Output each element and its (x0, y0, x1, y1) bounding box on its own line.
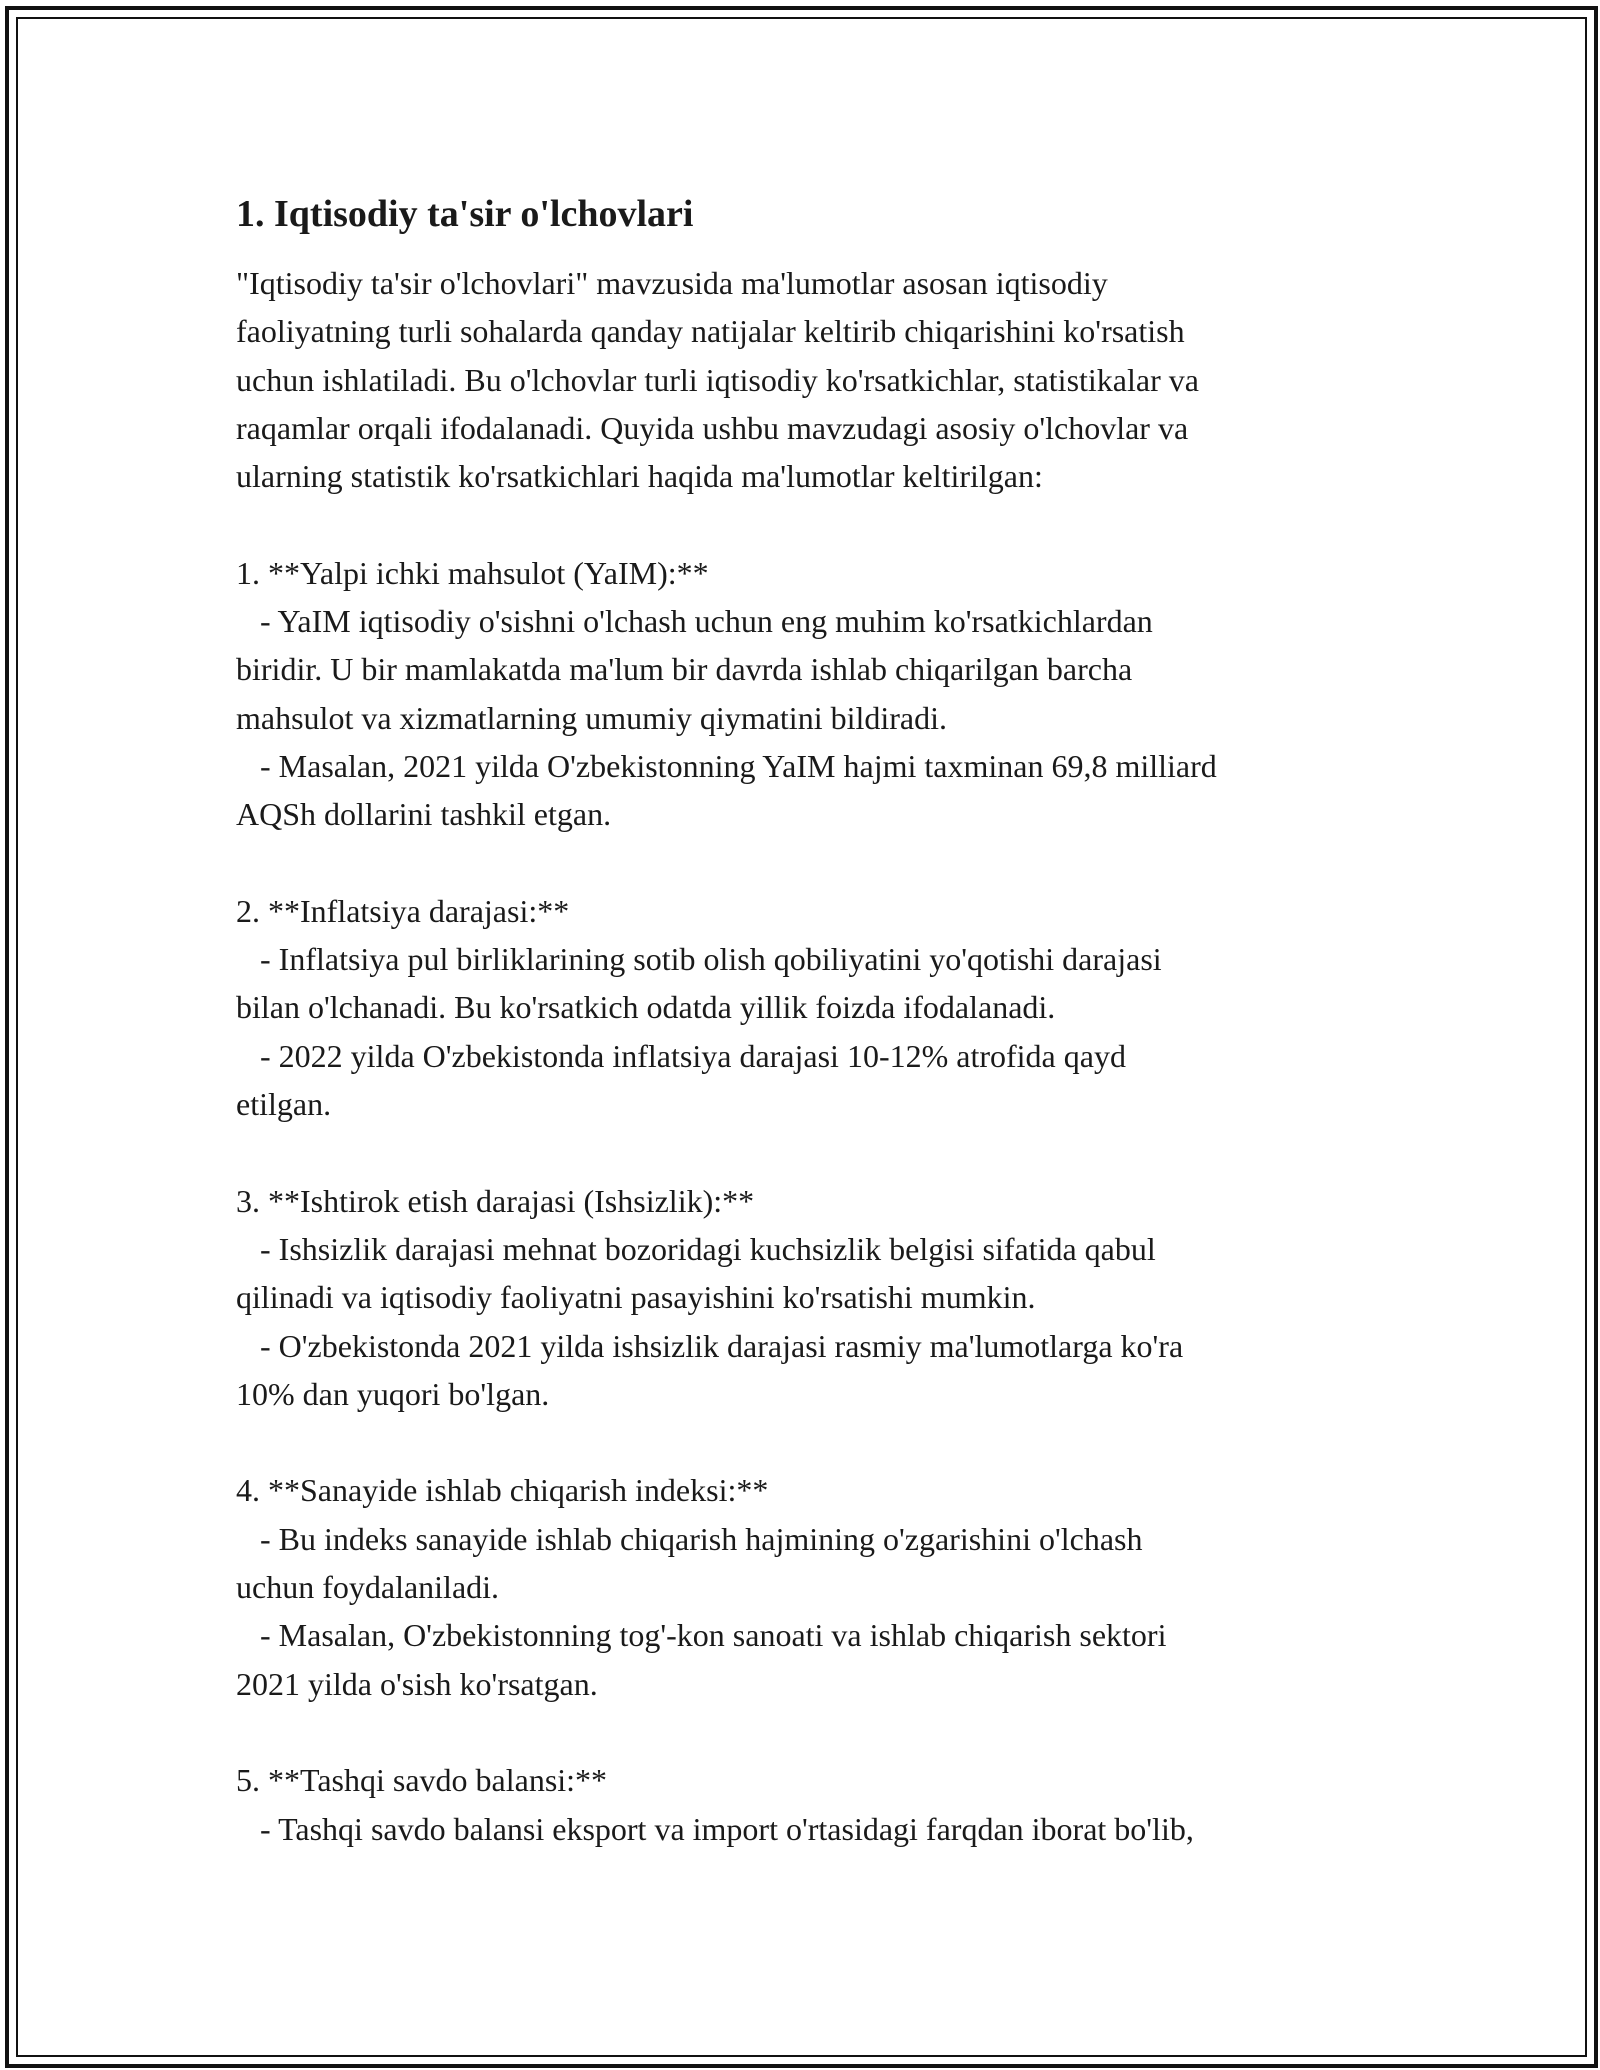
text-line: etilgan. (236, 1086, 332, 1123)
text-line: - YaIM iqtisodiy o'sishni o'lchash uchun eng muhim ko'rsatkichlardan (236, 603, 1153, 640)
text-line: uchun ishlatiladi. Bu o'lchovlar turli iqtisodiy ko'rsatkichlar, statistikalar va (236, 361, 1199, 398)
text-line: - Ishsizlik darajasi mehnat bozoridagi kuchsizlik belgisi sifatida qabul (236, 1230, 1156, 1267)
text-line: - Tashqi savdo balansi eksport va import o'rtasidagi farqdan iborat bo'lib, (236, 1810, 1194, 1847)
document-body (236, 188, 1406, 1853)
text-line: bilan o'lchanadi. Bu ko'rsatkich odatda yillik foizda ifodalanadi. (236, 989, 1056, 1026)
text-line: ularning statistik ko'rsatkichlari haqida ma'lumotlar keltirilgan: (236, 458, 1043, 495)
text-line: 3. **Ishtirok etish darajasi (Ishsizlik):** (236, 1182, 755, 1219)
text-line: 10% dan yuqori bo'lgan. (236, 1375, 550, 1412)
text-line: biridir. U bir mamlakatda ma'lum bir davrda ishlab chiqarilgan barcha (236, 651, 1133, 688)
blank-line (236, 1128, 1406, 1176)
text-line: - Inflatsiya pul birliklarining sotib olish qobiliyatini yo'qotishi darajasi (236, 941, 1162, 978)
text-line: - Masalan, 2021 yilda O'zbekistonning YaIM hajmi taxminan 69,8 milliard (236, 747, 1217, 784)
blank-line (236, 500, 1406, 548)
text-line: 4. **Sanayide ishlab chiqarish indeksi:** (236, 1472, 769, 1509)
text-line: qilinadi va iqtisodiy faoliyatni pasayishini ko'rsatishi mumkin. (236, 1279, 1036, 1316)
text-line: faoliyatning turli sohalarda qanday natijalar keltirib chiqarishini ko'rsatish (236, 313, 1185, 350)
text-line: 1. **Yalpi ichki mahsulot (YaIM):** (236, 554, 709, 591)
blank-line (236, 1418, 1406, 1466)
document-text (236, 259, 1406, 1853)
text-line: - O'zbekistonda 2021 yilda ishsizlik darajasi rasmiy ma'lumotlarga ko'ra (236, 1327, 1184, 1364)
text-line: 2021 yilda o'sish ko'rsatgan. (236, 1665, 598, 1702)
text-line: mahsulot va xizmatlarning umumiy qiymatini bildiradi. (236, 699, 947, 736)
text-line: raqamlar orqali ifodalanadi. Quyida ushbu mavzudagi asosiy o'lchovlar va (236, 409, 1189, 446)
text-line: "Iqtisodiy ta'sir o'lchovlari" mavzusida ma'lumotlar asosan iqtisodiy (236, 265, 1108, 301)
text-line: - Masalan, O'zbekistonning tog'-kon sanoati va ishlab chiqarish sektori (236, 1617, 1167, 1654)
text-line: - 2022 yilda O'zbekistonda inflatsiya darajasi 10-12% atrofida qayd (236, 1037, 1126, 1074)
text-line: 5. **Tashqi savdo balansi:** (236, 1762, 608, 1799)
blank-line (236, 1708, 1406, 1756)
section-heading: 1. Iqtisodiy ta'sir o'lchovlari (236, 193, 694, 235)
text-line: uchun foydalaniladi. (236, 1569, 500, 1606)
text-line: 2. **Inflatsiya darajasi:** (236, 892, 570, 929)
text-line: AQSh dollarini tashkil etgan. (236, 796, 612, 833)
blank-line (236, 839, 1406, 887)
text-line: - Bu indeks sanayide ishlab chiqarish hajmining o'zgarishini o'lchash (236, 1520, 1143, 1557)
